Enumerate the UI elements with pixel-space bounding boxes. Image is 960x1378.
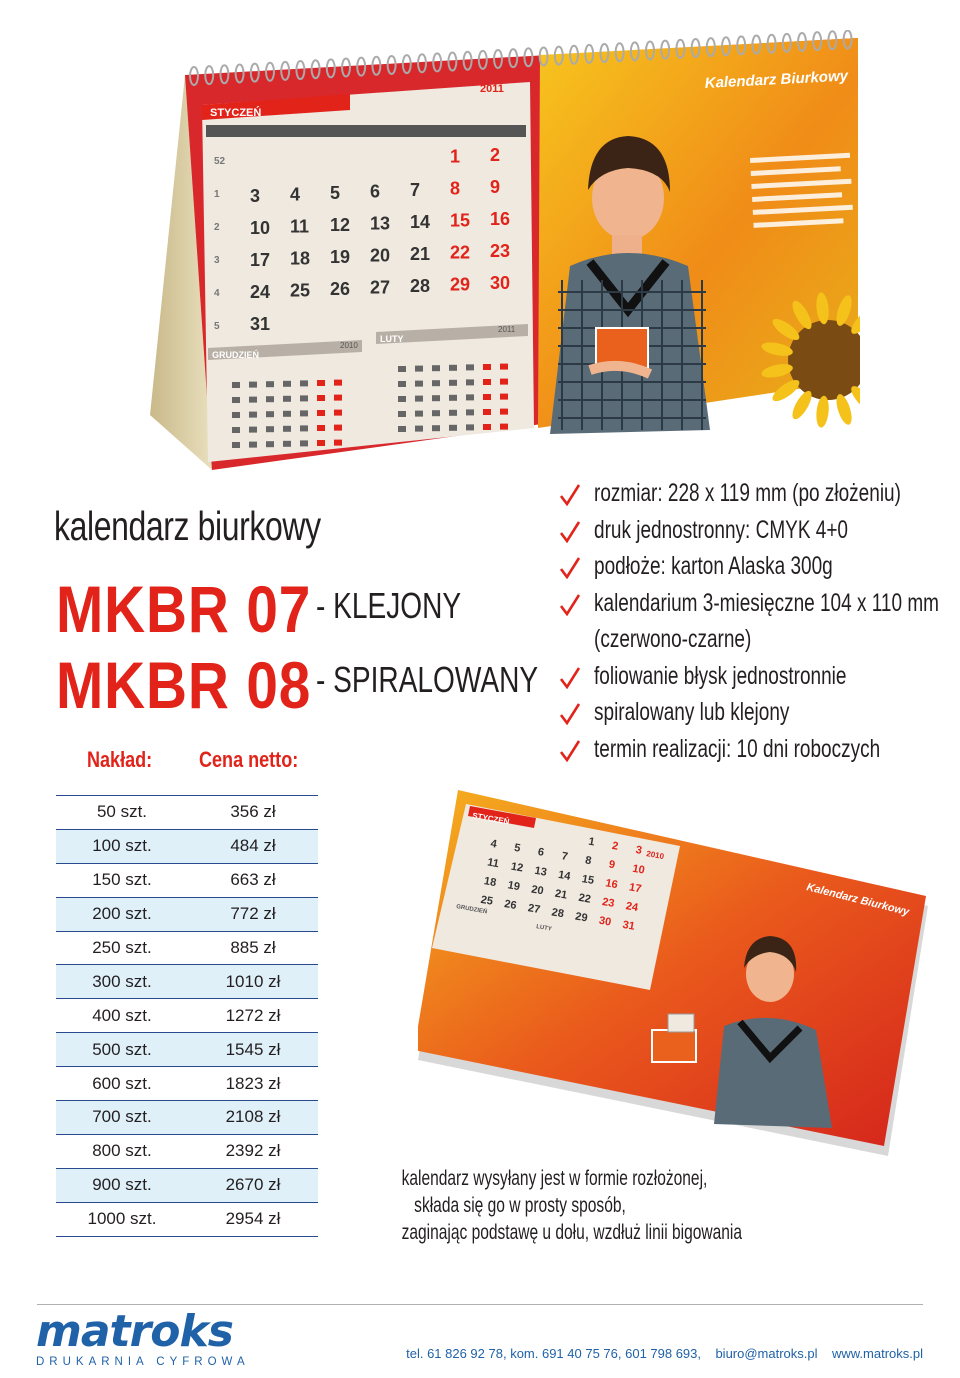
calendar-day: 4 bbox=[489, 837, 498, 851]
price-cell: 1823 zł bbox=[188, 1067, 318, 1101]
small-day-mark bbox=[317, 440, 325, 446]
small-day-mark bbox=[334, 440, 342, 446]
contact-info: tel. 61 826 92 78, kom. 691 40 75 76, 601 798 693, biuro@matroks.pl www.matroks.pl bbox=[406, 1346, 923, 1361]
small-day-mark bbox=[415, 426, 423, 432]
bottom-month3: LUTY bbox=[535, 924, 553, 933]
small-day-mark bbox=[283, 441, 291, 447]
bottom-year: 2010 bbox=[645, 849, 665, 862]
check-icon bbox=[560, 484, 580, 506]
bottom-month2: GRUDZIEŃ bbox=[455, 904, 488, 916]
small-day-mark bbox=[300, 425, 308, 431]
table-row bbox=[56, 863, 318, 897]
small-day-mark bbox=[283, 396, 291, 402]
calendar-day: 22 bbox=[577, 891, 592, 906]
calendar-day: 8 bbox=[450, 178, 461, 199]
calendar-day: 27 bbox=[370, 277, 391, 298]
week-number: 2 bbox=[214, 222, 220, 233]
price-cell: 356 zł bbox=[188, 796, 318, 830]
calendar-day: 16 bbox=[490, 209, 511, 229]
calendar-day: 21 bbox=[553, 887, 569, 902]
small-day-mark bbox=[266, 426, 274, 432]
price-cell: 663 zł bbox=[188, 863, 318, 897]
small-day-mark bbox=[398, 366, 406, 372]
table-row bbox=[56, 1168, 318, 1202]
calendar-day: 11 bbox=[290, 216, 310, 237]
small-day-mark bbox=[432, 380, 440, 386]
small-day-mark bbox=[249, 382, 257, 388]
check-icon bbox=[560, 521, 580, 543]
calendar-day: 22 bbox=[450, 242, 471, 263]
top-month1: STYCZEŃ bbox=[210, 107, 262, 119]
calendar-day: 13 bbox=[533, 864, 548, 879]
calendar-day: 20 bbox=[370, 245, 391, 266]
quantity-cell: 700 szt. bbox=[56, 1101, 188, 1135]
small-day-mark bbox=[283, 381, 291, 387]
product-code-spiralowany: MKBR 08 bbox=[56, 648, 312, 722]
small-day-mark bbox=[432, 410, 440, 416]
spec-text: foliowanie błysk jednostronnie bbox=[594, 661, 847, 690]
week-number: 52 bbox=[214, 156, 226, 167]
week-number: 3 bbox=[214, 255, 220, 266]
calendarium-panel bbox=[202, 82, 534, 462]
calendar-day: 15 bbox=[450, 210, 471, 231]
calendar-day: 12 bbox=[330, 215, 351, 235]
calendar-day: 23 bbox=[490, 241, 511, 261]
price-cell: 1010 zł bbox=[188, 965, 318, 999]
calendar-day: 30 bbox=[597, 914, 613, 929]
spec-item bbox=[560, 734, 940, 771]
week-number: 5 bbox=[214, 321, 220, 332]
check-icon bbox=[560, 740, 580, 762]
calendar-day: 30 bbox=[490, 273, 511, 293]
quantity-cell: 150 szt. bbox=[56, 863, 188, 897]
calendar-day: 11 bbox=[486, 856, 500, 871]
calendar-day: 29 bbox=[450, 274, 471, 295]
quantity-cell: 400 szt. bbox=[56, 999, 188, 1033]
table-row bbox=[56, 1067, 318, 1101]
product-code-klejony: MKBR 07 bbox=[56, 572, 312, 646]
footer-divider bbox=[37, 1304, 923, 1305]
top-calendar-photo bbox=[150, 30, 860, 475]
small-day-mark bbox=[483, 379, 491, 385]
small-day-mark bbox=[317, 395, 325, 401]
quantity-cell: 600 szt. bbox=[56, 1067, 188, 1101]
small-day-mark bbox=[449, 380, 457, 386]
small-day-mark bbox=[449, 395, 457, 401]
small-day-mark bbox=[232, 382, 240, 388]
flat-calendar-photo bbox=[418, 778, 938, 1158]
spec-item bbox=[560, 478, 940, 515]
small-day-mark bbox=[249, 397, 257, 403]
note-line: zaginając podstawę u dołu, wzdłuż linii bigowania bbox=[401, 1221, 742, 1244]
price-cell: 2392 zł bbox=[188, 1134, 318, 1168]
table-row bbox=[56, 1101, 318, 1135]
price-header: Cena netto: bbox=[199, 747, 299, 772]
small-day-mark bbox=[249, 442, 257, 448]
small-day-mark bbox=[500, 394, 508, 400]
price-cell: 2954 zł bbox=[188, 1202, 318, 1236]
small-day-mark bbox=[334, 380, 342, 386]
petal bbox=[789, 388, 815, 422]
calendar-day: 25 bbox=[479, 893, 494, 908]
top-month3-year: 2011 bbox=[498, 325, 516, 334]
top-month2: GRUDZIEŃ bbox=[212, 350, 259, 360]
calendar-day: 17 bbox=[628, 881, 643, 896]
variant-spiralowany: - SPIRALOWANY bbox=[316, 659, 539, 700]
small-day-mark bbox=[483, 364, 491, 370]
small-day-mark bbox=[266, 396, 274, 402]
calendar-day: 19 bbox=[330, 247, 351, 267]
calendar-day: 26 bbox=[503, 898, 518, 912]
note-line: kalendarz wysyłany jest w formie rozłożonej, bbox=[401, 1167, 708, 1190]
small-day-mark bbox=[300, 395, 308, 401]
calendar-day: 14 bbox=[557, 868, 572, 883]
small-day-mark bbox=[398, 411, 406, 417]
small-day-mark bbox=[483, 424, 491, 430]
calendar-day: 6 bbox=[536, 846, 546, 859]
small-day-mark bbox=[283, 426, 291, 432]
calendar-day: 24 bbox=[250, 282, 271, 302]
price-cell: 2108 zł bbox=[188, 1101, 318, 1135]
small-day-mark bbox=[432, 425, 440, 431]
small-day-mark bbox=[398, 396, 406, 402]
small-day-mark bbox=[449, 425, 457, 431]
quantity-cell: 50 szt. bbox=[56, 796, 188, 830]
calendar-day: 17 bbox=[250, 250, 271, 270]
table-row bbox=[56, 965, 318, 999]
small-day-mark bbox=[449, 365, 457, 371]
calendar-day: 31 bbox=[621, 918, 636, 933]
quantity-cell: 900 szt. bbox=[56, 1168, 188, 1202]
small-day-mark bbox=[249, 427, 257, 433]
quantity-cell: 500 szt. bbox=[56, 1033, 188, 1067]
small-day-mark bbox=[266, 411, 274, 417]
table-row bbox=[56, 829, 318, 863]
top-month2-year: 2010 bbox=[340, 341, 358, 350]
small-day-mark bbox=[398, 426, 406, 432]
small-day-mark bbox=[317, 380, 325, 386]
logo-tagline: DRUKARNIA CYFROWA bbox=[36, 1356, 250, 1368]
assembly-note bbox=[360, 1165, 742, 1246]
small-day-mark bbox=[334, 395, 342, 401]
price-table bbox=[56, 795, 318, 1237]
calendar-day: 21 bbox=[410, 244, 431, 264]
small-day-mark bbox=[317, 410, 325, 416]
small-day-mark bbox=[317, 425, 325, 431]
calendar-day: 31 bbox=[250, 314, 271, 334]
week-number: 4 bbox=[214, 288, 220, 299]
quantity-cell: 300 szt. bbox=[56, 965, 188, 999]
small-day-mark bbox=[283, 411, 291, 417]
company-logo bbox=[36, 1306, 250, 1368]
check-icon bbox=[560, 594, 580, 616]
spec-text: druk jednostronny: CMYK 4+0 bbox=[594, 515, 849, 544]
small-day-mark bbox=[415, 381, 423, 387]
small-day-mark bbox=[300, 380, 308, 386]
calendar-day: 4 bbox=[290, 184, 301, 205]
calendar-day: 27 bbox=[527, 902, 542, 917]
note-line: składa się go w prosty sposób, bbox=[414, 1194, 626, 1217]
small-day-mark bbox=[415, 411, 423, 417]
calendar-day: 2 bbox=[490, 145, 501, 165]
calendar-day: 29 bbox=[574, 910, 589, 925]
small-day-mark bbox=[334, 425, 342, 431]
quantity-cell: 800 szt. bbox=[56, 1134, 188, 1168]
bottom-month1: STYCZEŃ bbox=[471, 811, 510, 827]
calendar-day: 5 bbox=[330, 183, 341, 203]
check-icon bbox=[560, 557, 580, 579]
small-day-mark bbox=[266, 381, 274, 387]
small-day-mark bbox=[432, 365, 440, 371]
small-day-mark bbox=[432, 395, 440, 401]
price-cell: 772 zł bbox=[188, 897, 318, 931]
variant-klejony: - KLEJONY bbox=[316, 585, 462, 626]
small-day-mark bbox=[466, 394, 474, 400]
spec-item bbox=[560, 588, 940, 625]
quantity-cell: 100 szt. bbox=[56, 829, 188, 863]
small-day-mark bbox=[415, 366, 423, 372]
small-day-mark bbox=[483, 409, 491, 415]
spec-text: spiralowany lub klejony bbox=[594, 698, 790, 726]
calendar-day: 26 bbox=[330, 279, 351, 299]
spec-item bbox=[560, 515, 940, 552]
calendar-day: 18 bbox=[483, 875, 498, 890]
calendar-day: 28 bbox=[410, 276, 431, 296]
table-row bbox=[56, 796, 318, 830]
small-day-mark bbox=[415, 396, 423, 402]
small-day-mark bbox=[500, 379, 508, 385]
spec-item bbox=[560, 661, 940, 698]
table-row bbox=[56, 931, 318, 965]
calendar-day: 7 bbox=[560, 850, 569, 864]
spec-text: kalendarium 3-miesięczne 104 x 110 mm bbox=[594, 588, 939, 617]
calendar-day: 1 bbox=[587, 835, 596, 849]
calendar-day: 3 bbox=[250, 186, 261, 206]
spec-text: (czerwono-czarne) bbox=[594, 625, 752, 653]
small-day-mark bbox=[500, 409, 508, 415]
calendar-day: 5 bbox=[513, 841, 522, 855]
top-year: 2011 bbox=[480, 83, 504, 95]
check-icon bbox=[560, 667, 580, 689]
week-number: 1 bbox=[214, 189, 220, 200]
spec-item bbox=[560, 697, 940, 734]
calendar-day: 23 bbox=[601, 895, 616, 910]
spec-list bbox=[560, 478, 940, 770]
spec-text: podłoże: karton Alaska 300g bbox=[594, 552, 833, 580]
calendar-day: 2 bbox=[611, 839, 620, 853]
small-day-mark bbox=[466, 409, 474, 415]
logo-wordmark: matroks bbox=[36, 1306, 233, 1357]
small-day-mark bbox=[466, 379, 474, 385]
calendar-day: 16 bbox=[604, 877, 619, 892]
calendar-day: 3 bbox=[634, 844, 643, 857]
small-day-mark bbox=[232, 442, 240, 448]
small-day-mark bbox=[466, 364, 474, 370]
calendar-day: 18 bbox=[290, 248, 311, 269]
calendar-day: 8 bbox=[584, 854, 593, 868]
bottom-banner-title: Kalendarz Biurkowy bbox=[805, 881, 911, 919]
table-row bbox=[56, 1033, 318, 1067]
small-day-mark bbox=[232, 427, 240, 433]
small-day-mark bbox=[449, 410, 457, 416]
quantity-header: Nakład: bbox=[87, 747, 153, 772]
spec-item-continuation bbox=[560, 624, 940, 661]
calendar-day: 9 bbox=[607, 858, 616, 872]
small-day-mark bbox=[300, 410, 308, 416]
calendar-day: 13 bbox=[370, 213, 391, 234]
small-day-mark bbox=[232, 397, 240, 403]
quantity-cell: 250 szt. bbox=[56, 931, 188, 965]
top-month3: LUTY bbox=[380, 334, 404, 344]
small-day-mark bbox=[466, 424, 474, 430]
calendar-day: 25 bbox=[290, 280, 311, 301]
table-row bbox=[56, 897, 318, 931]
table-row bbox=[56, 999, 318, 1033]
calendar-day: 14 bbox=[410, 212, 431, 232]
calendar-day: 19 bbox=[506, 879, 521, 894]
price-cell: 1272 zł bbox=[188, 999, 318, 1033]
price-cell: 484 zł bbox=[188, 829, 318, 863]
top-banner-title: Kalendarz Biurkowy bbox=[704, 67, 849, 92]
price-cell: 885 zł bbox=[188, 931, 318, 965]
calendar-day: 28 bbox=[550, 906, 565, 921]
small-day-mark bbox=[500, 424, 508, 430]
table-row bbox=[56, 1202, 318, 1236]
calendar-day: 1 bbox=[450, 146, 461, 167]
product-title: kalendarz biurkowy bbox=[54, 503, 321, 549]
calendar-day: 12 bbox=[509, 860, 525, 875]
spec-text: termin realizacji: 10 dni roboczych bbox=[594, 734, 881, 763]
calendar-day: 9 bbox=[490, 177, 501, 197]
price-cell: 1545 zł bbox=[188, 1033, 318, 1067]
small-day-mark bbox=[398, 381, 406, 387]
petal bbox=[815, 395, 830, 428]
calendar-day: 7 bbox=[410, 180, 421, 200]
calendar-day: 10 bbox=[250, 218, 271, 238]
calendar-day: 24 bbox=[624, 900, 640, 915]
calendar-day: 20 bbox=[530, 883, 545, 898]
quantity-cell: 1000 szt. bbox=[56, 1202, 188, 1236]
check-icon bbox=[560, 703, 580, 725]
price-cell: 2670 zł bbox=[188, 1168, 318, 1202]
calendar-day: 15 bbox=[580, 873, 596, 888]
calendar-day: 6 bbox=[370, 181, 381, 202]
small-day-mark bbox=[483, 394, 491, 400]
small-day-mark bbox=[300, 440, 308, 446]
small-day-mark bbox=[232, 412, 240, 418]
spec-item bbox=[560, 551, 940, 588]
quantity-cell: 200 szt. bbox=[56, 897, 188, 931]
table-row bbox=[56, 1134, 318, 1168]
calendar-day: 10 bbox=[631, 862, 646, 877]
small-day-mark bbox=[249, 412, 257, 418]
small-day-mark bbox=[334, 410, 342, 416]
spec-text: rozmiar: 228 x 119 mm (po złożeniu) bbox=[594, 479, 901, 507]
small-day-mark bbox=[266, 441, 274, 447]
small-day-mark bbox=[500, 364, 508, 370]
